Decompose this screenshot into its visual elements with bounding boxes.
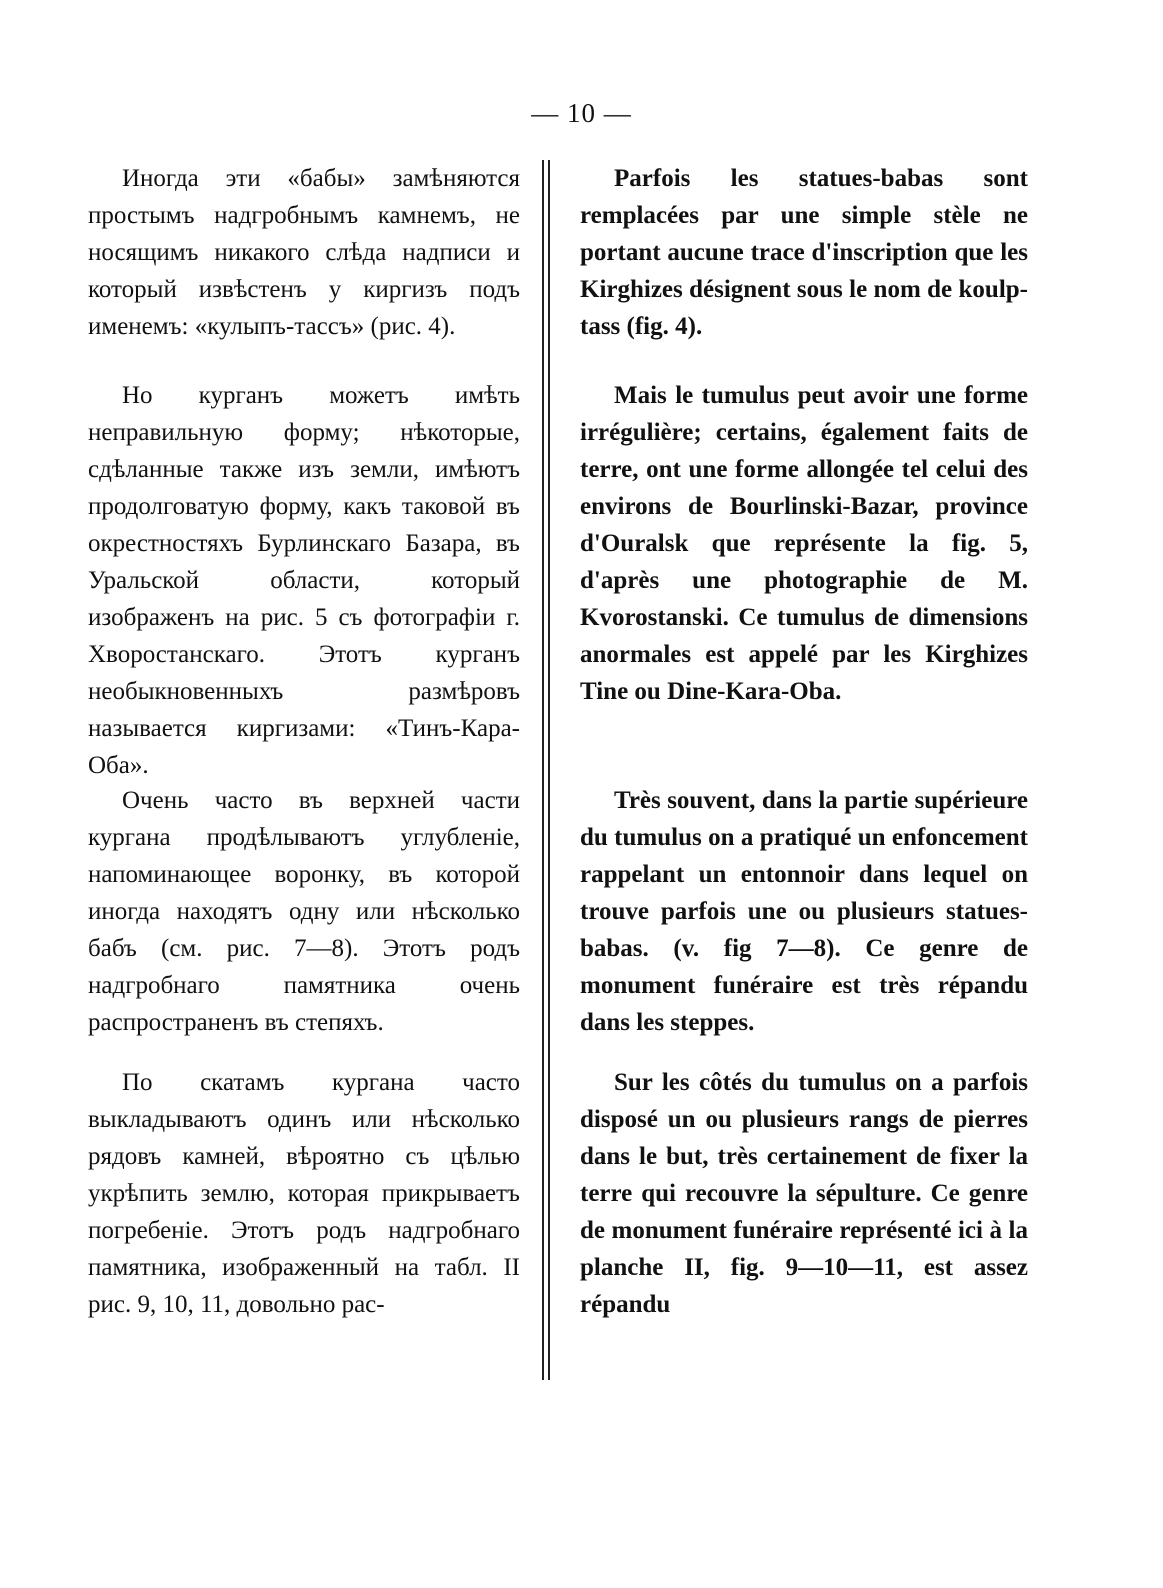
russian-paragraph-3: Очень часто въ верхней части кургана продѣлываютъ углубленіе, напоминающее воронку, въ которой иногда находятъ одну или нѣсколько бабъ (см. рис. 7—8). Этотъ родъ надгробнаго памятника очень распространенъ въ степяхъ. [88, 787, 520, 1036]
french-paragraph-2: Mais le tumulus peut avoir une forme irrégulière; certains, également faits de terre, ont une forme allongée tel celui des environs de Bourlinski-Bazar, province d'Ouralsk que représente la fig. 5, d'après une photographie de M. Kvorostanski. Ce tumulus de dimensions anormales est appelé par les Kirghizes Tine ou Dine-Kara-Oba. [580, 382, 1028, 705]
french-paragraph-3: Très souvent, dans la partie supérieure du tumulus on a pratiqué un enfoncement rappelant un entonnoir dans lequel on trouve parfois une ou plusieurs statues-babas. (v. fig 7—8). Ce genre de monument funéraire est très répandu dans les steppes. [580, 787, 1028, 1036]
french-paragraph-1: Parfois les statues-babas sont remplacées par une simple stèle ne portant aucune trace d'inscription que les Kirghizes désignent sous le nom de koulp-tass (fig. 4). [580, 165, 1028, 340]
french-paragraph-4: Sur les côtés du tumulus on a parfois disposé un ou plusieurs rangs de pierres dans le but, très certainement de fixer la terre qui recouvre la sépulture. Ce genre de monument funéraire représenté ici à la planche II, fig. 9—10—11, est assez répandu [580, 1069, 1028, 1318]
two-column-text [88, 160, 1042, 1400]
column-divider [542, 160, 550, 1380]
russian-paragraph-1: Иногда эти «бабы» замѣняются простымъ надгробнымъ камнемъ, не носящимъ никакого слѣда надписи и который извѣстенъ у киргизъ подъ именемъ: «кулыпъ-тассъ» (рис. 4). [88, 165, 520, 340]
page-number: — 10 — [531, 98, 632, 128]
russian-paragraph-4: По скатамъ кургана часто выкладываютъ одинъ или нѣсколько рядовъ камней, вѣроятно съ цѣлью укрѣпить землю, которая прикрываетъ погребеніе. Этотъ родъ надгробнаго памятника, изображенный на табл. II рис. 9, 10, 11, довольно рас- [88, 1069, 520, 1318]
russian-paragraph-2: Но курганъ можетъ имѣть неправильную форму; нѣкоторые, сдѣланные также изъ земли, имѣютъ продолговатую форму, какъ таковой въ окрестностяхъ Бурлинскаго Базара, въ Уральской области, который изображенъ на рис. 5 съ фотографіи г. Хворостанскаго. Этотъ курганъ необыкновенныхъ размѣровъ называется киргизами: «Тинъ-Кара-Оба». [88, 382, 520, 779]
